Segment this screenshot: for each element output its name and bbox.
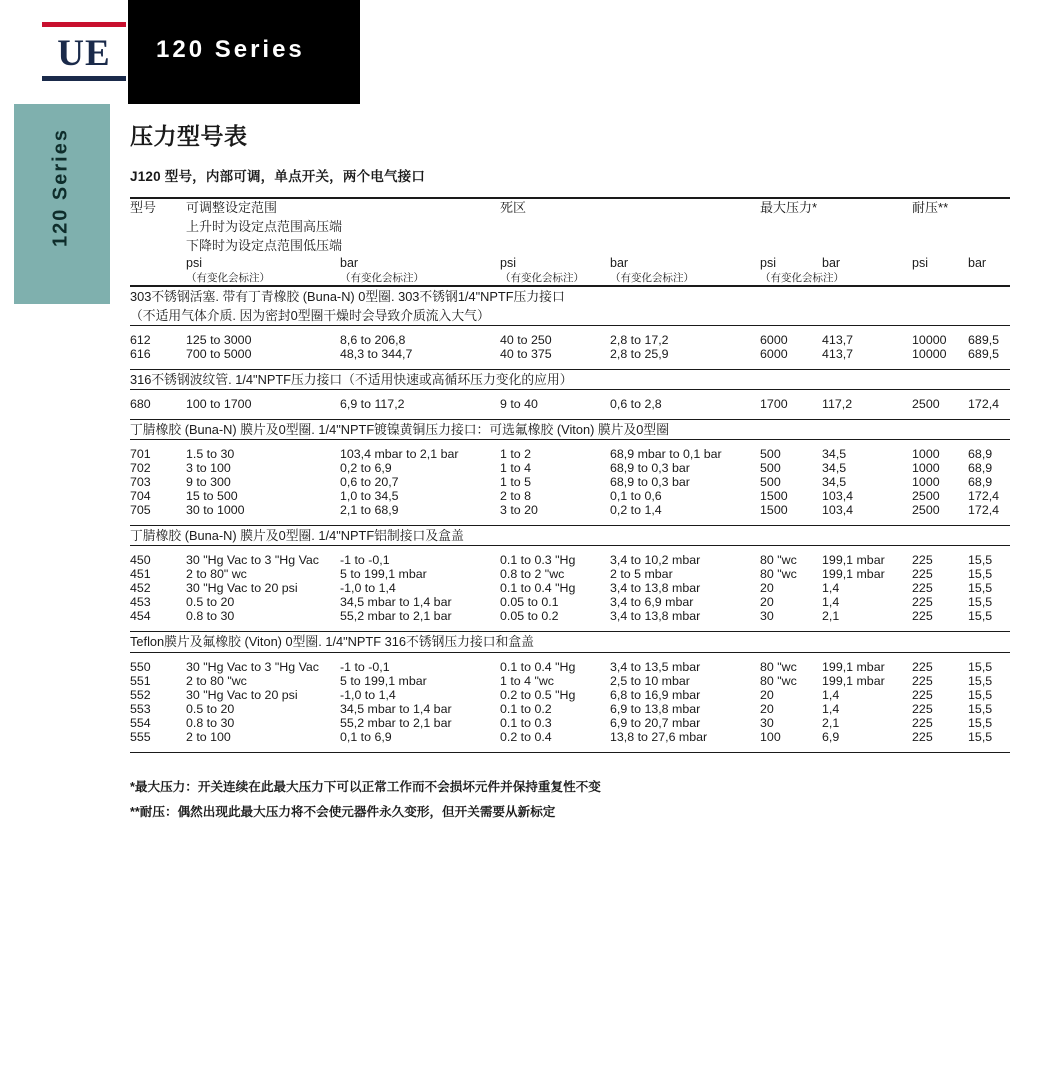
cell-range-bar: 103,4 mbar to 2,1 bar bbox=[340, 440, 500, 462]
cell-proof-psi: 225 bbox=[912, 609, 933, 624]
table-header-notes bbox=[130, 270, 1010, 286]
cell-deadband-bar: 3,4 to 6,9 mbar bbox=[610, 595, 694, 610]
cell-range-psi: 30 "Hg Vac to 3 "Hg Vac bbox=[186, 546, 340, 568]
cell-range-bar: -1,0 to 1,4 bbox=[340, 581, 396, 596]
table-row bbox=[130, 489, 1010, 503]
cell-proof-psi: 225 bbox=[912, 546, 968, 568]
cell-deadband-psi: 0.2 to 0.4 bbox=[500, 729, 552, 744]
cell-deadband-bar: 68,9 to 0,3 bar bbox=[610, 461, 690, 476]
cell-proof-bar: 689,5 bbox=[968, 325, 1010, 347]
unit-note: （有变化会标注） bbox=[186, 271, 270, 284]
cell-model: 553 bbox=[130, 701, 151, 716]
cell-range-bar: 48,3 to 344,7 bbox=[340, 346, 413, 361]
table-row bbox=[130, 390, 1010, 420]
pressure-model-table bbox=[130, 197, 1010, 753]
unit-bar: bar bbox=[822, 255, 841, 270]
logo-red-bar bbox=[42, 22, 126, 27]
header-model: 型号 bbox=[130, 198, 186, 256]
cell-max-bar: 34,5 bbox=[822, 475, 847, 490]
cell-deadband-bar: 6,9 to 20,7 mbar bbox=[610, 715, 701, 730]
footnote-proof-pressure: **耐压：偶然出现此最大压力将不会使元器件永久变形，但开关需要从新标定 bbox=[130, 804, 556, 819]
cell-range-bar: 1,0 to 34,5 bbox=[340, 489, 399, 504]
cell-proof-bar: 68,9 bbox=[968, 440, 1010, 462]
cell-deadband-psi: 40 to 250 bbox=[500, 325, 610, 347]
cell-range-bar: 2,1 to 68,9 bbox=[340, 503, 399, 518]
cell-deadband-psi: 1 to 4 "wc bbox=[500, 673, 555, 688]
cell-max-bar: 199,1 mbar bbox=[822, 673, 885, 688]
cell-range-psi: 0.8 to 30 bbox=[186, 715, 235, 730]
cell-deadband-psi: 1 to 5 bbox=[500, 475, 532, 490]
cell-proof-psi: 1000 bbox=[912, 440, 968, 462]
cell-deadband-psi: 1 to 4 bbox=[500, 461, 532, 476]
cell-max-psi: 6000 bbox=[760, 325, 822, 347]
table-group-header bbox=[130, 286, 1010, 326]
cell-deadband-psi: 0.1 to 0.4 "Hg bbox=[500, 652, 610, 674]
unit-note: （有变化会标注） bbox=[340, 271, 424, 284]
cell-deadband-psi: 0.1 to 0.3 bbox=[500, 715, 552, 730]
cell-max-bar: 1,4 bbox=[822, 581, 840, 596]
cell-proof-psi: 225 bbox=[912, 673, 933, 688]
cell-deadband-psi: 0.1 to 0.4 "Hg bbox=[500, 581, 576, 596]
table-group-header bbox=[130, 369, 1010, 389]
cell-max-psi: 1500 bbox=[760, 489, 788, 504]
cell-range-bar: 55,2 mbar to 2,1 bar bbox=[340, 715, 452, 730]
cell-proof-psi: 225 bbox=[912, 652, 968, 674]
cell-max-bar: 6,9 bbox=[822, 729, 840, 744]
table-row bbox=[130, 688, 1010, 702]
series-banner bbox=[128, 0, 360, 104]
table-row bbox=[130, 674, 1010, 688]
cell-proof-bar: 172,4 bbox=[968, 503, 1000, 518]
table-header-main bbox=[130, 198, 1010, 256]
table-row bbox=[130, 716, 1010, 730]
cell-proof-psi: 2500 bbox=[912, 390, 968, 420]
cell-range-psi: 30 to 1000 bbox=[186, 503, 245, 518]
cell-deadband-bar: 0,1 to 0,6 bbox=[610, 489, 662, 504]
unit-note: （有变化会标注） bbox=[500, 271, 585, 284]
cell-range-bar: 55,2 mbar to 2,1 bar bbox=[340, 609, 452, 624]
group-title: 316不锈钢波纹管. 1/4"NPTF压力接口（不适用快速或高循环压力变化的应用） bbox=[130, 369, 1010, 389]
cell-proof-bar: 15,5 bbox=[968, 581, 993, 596]
cell-model: 703 bbox=[130, 475, 151, 490]
cell-proof-psi: 1000 bbox=[912, 475, 940, 490]
cell-max-psi: 1700 bbox=[760, 390, 822, 420]
cell-max-psi: 30 bbox=[760, 715, 774, 730]
cell-proof-bar: 15,5 bbox=[968, 687, 993, 702]
table-group-header bbox=[130, 420, 1010, 440]
cell-deadband-psi: 1 to 2 bbox=[500, 440, 610, 462]
cell-range-bar: 0,6 to 20,7 bbox=[340, 475, 399, 490]
table-row bbox=[130, 475, 1010, 489]
cell-proof-bar: 172,4 bbox=[968, 390, 1010, 420]
cell-deadband-psi: 0.1 to 0.2 bbox=[500, 701, 552, 716]
table-row bbox=[130, 347, 1010, 370]
cell-range-psi: 2 to 80 "wc bbox=[186, 673, 247, 688]
cell-max-bar: 413,7 bbox=[822, 346, 854, 361]
cell-range-psi: 0.5 to 20 bbox=[186, 701, 235, 716]
side-tab bbox=[14, 104, 110, 304]
cell-max-psi: 80 "wc bbox=[760, 567, 797, 582]
cell-proof-psi: 225 bbox=[912, 595, 933, 610]
unit-bar: bar bbox=[968, 255, 987, 270]
cell-range-psi: 9 to 300 bbox=[186, 475, 231, 490]
cell-range-psi: 30 "Hg Vac to 20 psi bbox=[186, 581, 298, 596]
cell-deadband-bar: 3,4 to 13,8 mbar bbox=[610, 581, 701, 596]
cell-proof-bar: 15,5 bbox=[968, 652, 1010, 674]
cell-proof-bar: 689,5 bbox=[968, 346, 1000, 361]
table-row bbox=[130, 325, 1010, 347]
cell-range-psi: 2 to 80" wc bbox=[186, 567, 247, 582]
table-group-header bbox=[130, 526, 1010, 546]
cell-deadband-psi: 9 to 40 bbox=[500, 390, 610, 420]
cell-range-psi: 30 "Hg Vac to 20 psi bbox=[186, 687, 298, 702]
cell-proof-psi: 225 bbox=[912, 687, 933, 702]
unit-psi: psi bbox=[912, 255, 929, 270]
series-banner-label: 120 Series bbox=[156, 36, 305, 63]
cell-deadband-bar: 6,8 to 16,9 mbar bbox=[610, 687, 701, 702]
unit-psi: psi bbox=[760, 255, 777, 270]
cell-max-psi: 80 "wc bbox=[760, 673, 797, 688]
cell-proof-psi: 1000 bbox=[912, 461, 940, 476]
cell-max-psi: 500 bbox=[760, 440, 822, 462]
unit-note: （有变化会标注） bbox=[760, 271, 845, 284]
cell-max-bar: 1,4 bbox=[822, 595, 840, 610]
logo-blue-bar bbox=[42, 76, 126, 81]
cell-model: 550 bbox=[130, 652, 186, 674]
cell-proof-bar: 68,9 bbox=[968, 461, 993, 476]
cell-max-psi: 80 "wc bbox=[760, 652, 822, 674]
document-content bbox=[130, 118, 1010, 825]
ue-logo bbox=[20, 10, 110, 72]
cell-proof-psi: 225 bbox=[912, 715, 933, 730]
cell-max-bar: 34,5 bbox=[822, 440, 912, 462]
page-title: 压力型号表 bbox=[130, 123, 248, 149]
cell-deadband-bar: 6,9 to 13,8 mbar bbox=[610, 701, 701, 716]
header-adjustable-range: 可调整设定范围 上升时为设定点范围高压端 下降时为设定点范围低压端 bbox=[186, 198, 500, 256]
cell-deadband-psi: 40 to 375 bbox=[500, 346, 552, 361]
cell-proof-bar: 15,5 bbox=[968, 701, 993, 716]
cell-max-psi: 20 bbox=[760, 687, 774, 702]
unit-bar: bar bbox=[340, 255, 359, 270]
cell-max-bar: 2,1 bbox=[822, 715, 840, 730]
cell-proof-psi: 225 bbox=[912, 581, 933, 596]
cell-range-psi: 100 to 1700 bbox=[186, 390, 340, 420]
cell-deadband-psi: 2 to 8 bbox=[500, 489, 532, 504]
cell-range-psi: 2 to 100 bbox=[186, 729, 231, 744]
table-body bbox=[130, 198, 1010, 753]
table-row bbox=[130, 461, 1010, 475]
cell-model: 551 bbox=[130, 673, 151, 688]
cell-deadband-bar: 3,4 to 13,5 mbar bbox=[610, 652, 760, 674]
cell-proof-bar: 15,5 bbox=[968, 595, 993, 610]
cell-max-bar: 199,1 mbar bbox=[822, 652, 912, 674]
cell-model: 612 bbox=[130, 325, 186, 347]
cell-deadband-bar: 2 to 5 mbar bbox=[610, 567, 673, 582]
cell-range-bar: 5 to 199,1 mbar bbox=[340, 567, 427, 582]
cell-model: 616 bbox=[130, 346, 151, 361]
logo-text: UE bbox=[57, 33, 111, 74]
cell-proof-psi: 225 bbox=[912, 567, 933, 582]
table-row bbox=[130, 567, 1010, 581]
side-tab-label: 120 Series bbox=[49, 128, 72, 247]
table-row bbox=[130, 595, 1010, 609]
cell-deadband-psi: 0.2 to 0.5 "Hg bbox=[500, 687, 576, 702]
cell-range-psi: 0.5 to 20 bbox=[186, 595, 235, 610]
cell-proof-psi: 10000 bbox=[912, 325, 968, 347]
cell-max-bar: 34,5 bbox=[822, 461, 847, 476]
header-deadband: 死区 bbox=[500, 198, 760, 256]
cell-range-bar: 34,5 mbar to 1,4 bar bbox=[340, 701, 452, 716]
cell-deadband-bar: 0,6 to 2,8 bbox=[610, 390, 760, 420]
cell-model: 680 bbox=[130, 390, 186, 420]
cell-max-psi: 500 bbox=[760, 475, 781, 490]
group-title: Teflon膜片及氟橡胶 (Viton) 0型圈. 1/4"NPTF 316不锈钢压力接口和盒盖 bbox=[130, 632, 1010, 652]
page-header bbox=[0, 0, 1038, 104]
unit-bar: bar bbox=[610, 255, 629, 270]
header-proof-pressure: 耐压** bbox=[912, 198, 1010, 256]
cell-model: 704 bbox=[130, 489, 151, 504]
cell-deadband-bar: 13,8 to 27,6 mbar bbox=[610, 729, 708, 744]
table-row bbox=[130, 503, 1010, 526]
unit-psi: psi bbox=[186, 255, 202, 270]
header-max-pressure: 最大压力* bbox=[760, 198, 912, 256]
cell-range-bar: 8,6 to 206,8 bbox=[340, 325, 500, 347]
cell-model: 450 bbox=[130, 546, 186, 568]
table-bottom-rule bbox=[130, 752, 1010, 753]
page-subtitle: J120 型号，内部可调，单点开关，两个电气接口 bbox=[130, 169, 426, 184]
group-title: 303不锈钢活塞. 带有丁青橡胶 (Buna-N) 0型圈. 303不锈钢1/4"NPTF压力接口 （不适用气体介质. 因为密封0型圈干燥时会导致介质流入大气） bbox=[130, 286, 1010, 326]
cell-deadband-psi: 0.8 to 2 "wc bbox=[500, 567, 565, 582]
cell-deadband-bar: 68,9 mbar to 0,1 bar bbox=[610, 440, 760, 462]
cell-proof-bar: 172,4 bbox=[968, 489, 1000, 504]
cell-deadband-psi: 0.05 to 0.1 bbox=[500, 595, 559, 610]
cell-model: 454 bbox=[130, 609, 151, 624]
cell-deadband-psi: 0.1 to 0.3 "Hg bbox=[500, 546, 610, 568]
cell-range-psi: 3 to 100 bbox=[186, 461, 231, 476]
cell-max-bar: 103,4 bbox=[822, 503, 854, 518]
cell-max-psi: 20 bbox=[760, 581, 774, 596]
cell-proof-bar: 15,5 bbox=[968, 567, 993, 582]
cell-proof-psi: 2500 bbox=[912, 503, 940, 518]
cell-max-bar: 1,4 bbox=[822, 701, 840, 716]
cell-proof-bar: 15,5 bbox=[968, 729, 993, 744]
cell-max-psi: 1500 bbox=[760, 503, 788, 518]
cell-max-psi: 30 bbox=[760, 609, 774, 624]
cell-max-bar: 1,4 bbox=[822, 687, 840, 702]
cell-deadband-bar: 2,5 to 10 mbar bbox=[610, 673, 690, 688]
cell-model: 453 bbox=[130, 595, 151, 610]
cell-model: 701 bbox=[130, 440, 186, 462]
cell-deadband-bar: 68,9 to 0,3 bar bbox=[610, 475, 690, 490]
cell-range-bar: 34,5 mbar to 1,4 bar bbox=[340, 595, 452, 610]
cell-proof-bar: 15,5 bbox=[968, 609, 993, 624]
cell-max-psi: 500 bbox=[760, 461, 781, 476]
cell-max-psi: 20 bbox=[760, 595, 774, 610]
cell-range-bar: -1 to -0,1 bbox=[340, 652, 500, 674]
cell-range-psi: 125 to 3000 bbox=[186, 325, 340, 347]
cell-model: 452 bbox=[130, 581, 151, 596]
cell-model: 554 bbox=[130, 715, 151, 730]
cell-range-psi: 0.8 to 30 bbox=[186, 609, 235, 624]
table-row bbox=[130, 702, 1010, 716]
unit-note: （有变化会标注） bbox=[610, 271, 695, 284]
cell-deadband-bar: 3,4 to 13,8 mbar bbox=[610, 609, 701, 624]
cell-range-bar: 5 to 199,1 mbar bbox=[340, 673, 427, 688]
cell-range-bar: 6,9 to 117,2 bbox=[340, 390, 500, 420]
cell-range-bar: -1 to -0,1 bbox=[340, 546, 500, 568]
cell-range-bar: 0,2 to 6,9 bbox=[340, 461, 392, 476]
cell-max-bar: 413,7 bbox=[822, 325, 912, 347]
cell-range-psi: 1.5 to 30 bbox=[186, 440, 340, 462]
cell-proof-psi: 10000 bbox=[912, 346, 947, 361]
cell-max-psi: 100 bbox=[760, 729, 781, 744]
cell-model: 702 bbox=[130, 461, 151, 476]
footnotes bbox=[130, 775, 1010, 825]
cell-proof-psi: 225 bbox=[912, 729, 933, 744]
table-header-units bbox=[130, 256, 1010, 270]
table-row bbox=[130, 609, 1010, 632]
group-title: 丁腈橡胶 (Buna-N) 膜片及0型圈. 1/4"NPTF镀镍黄铜压力接口：可选氟橡胶 (Viton) 膜片及0型圈 bbox=[130, 420, 1010, 440]
cell-max-bar: 199,1 mbar bbox=[822, 546, 912, 568]
cell-deadband-bar: 0,2 to 1,4 bbox=[610, 503, 662, 518]
table-row bbox=[130, 730, 1010, 753]
cell-deadband-psi: 3 to 20 bbox=[500, 503, 538, 518]
cell-proof-psi: 225 bbox=[912, 701, 933, 716]
cell-proof-bar: 15,5 bbox=[968, 715, 993, 730]
cell-range-psi: 15 to 500 bbox=[186, 489, 238, 504]
cell-deadband-bar: 3,4 to 10,2 mbar bbox=[610, 546, 760, 568]
cell-model: 705 bbox=[130, 503, 151, 518]
cell-max-psi: 6000 bbox=[760, 346, 788, 361]
table-group-header bbox=[130, 632, 1010, 652]
cell-range-bar: -1,0 to 1,4 bbox=[340, 687, 396, 702]
cell-deadband-psi: 0.05 to 0.2 bbox=[500, 609, 559, 624]
cell-range-psi: 30 "Hg Vac to 3 "Hg Vac bbox=[186, 652, 340, 674]
cell-deadband-bar: 2,8 to 17,2 bbox=[610, 325, 760, 347]
cell-max-bar: 199,1 mbar bbox=[822, 567, 885, 582]
cell-range-bar: 0,1 to 6,9 bbox=[340, 729, 392, 744]
cell-deadband-bar: 2,8 to 25,9 bbox=[610, 346, 669, 361]
cell-model: 555 bbox=[130, 729, 151, 744]
table-row bbox=[130, 581, 1010, 595]
cell-max-psi: 20 bbox=[760, 701, 774, 716]
cell-max-bar: 2,1 bbox=[822, 609, 840, 624]
cell-proof-bar: 15,5 bbox=[968, 546, 1010, 568]
group-title: 丁腈橡胶 (Buna-N) 膜片及0型圈. 1/4"NPTF铝制接口及盒盖 bbox=[130, 526, 1010, 546]
cell-proof-bar: 68,9 bbox=[968, 475, 993, 490]
cell-model: 552 bbox=[130, 687, 151, 702]
cell-max-bar: 117,2 bbox=[822, 390, 912, 420]
table-row bbox=[130, 546, 1010, 568]
table-row bbox=[130, 440, 1010, 462]
cell-range-psi: 700 to 5000 bbox=[186, 346, 252, 361]
table-row bbox=[130, 652, 1010, 674]
cell-proof-psi: 2500 bbox=[912, 489, 940, 504]
cell-proof-bar: 15,5 bbox=[968, 673, 993, 688]
cell-max-bar: 103,4 bbox=[822, 489, 854, 504]
cell-model: 451 bbox=[130, 567, 151, 582]
footnote-max-pressure: *最大压力：开关连续在此最大压力下可以正常工作而不会损坏元件并保持重复性不变 bbox=[130, 779, 601, 794]
cell-max-psi: 80 "wc bbox=[760, 546, 822, 568]
unit-psi: psi bbox=[500, 255, 516, 270]
